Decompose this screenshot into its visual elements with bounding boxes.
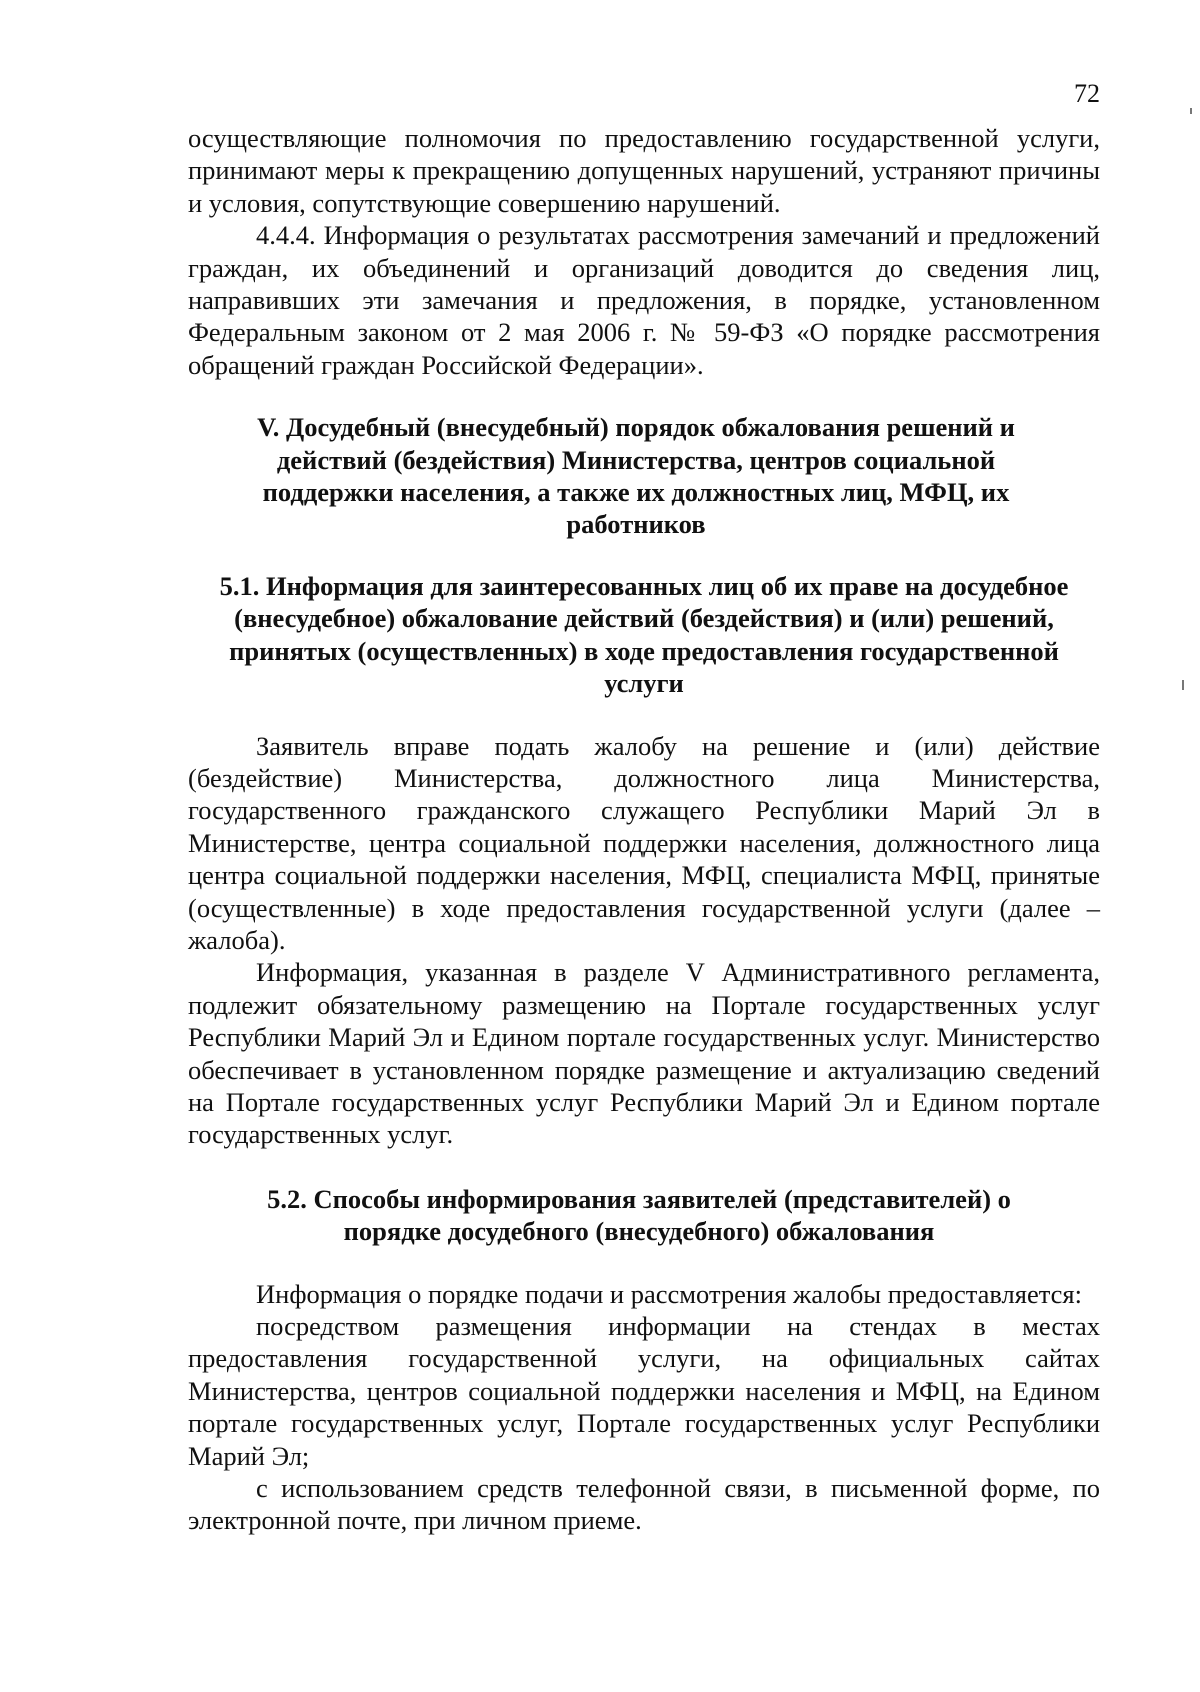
document-body — [188, 122, 1100, 1537]
paragraph-continuation: осуществляющие полномочия по предоставлению государственной услуги, принимают меры к прекращению допущенных нарушений, устраняют причины и условия, сопутствующие совершению нарушений. — [188, 123, 1100, 218]
section-5-2-heading: 5.2. Способы информирования заявителей (представителей) о порядке досудебного (внесудебного) обжалования — [267, 1183, 1011, 1247]
section-5-1-paragraph-1: Заявитель вправе подать жалобу на решение и (или) действие (бездействие) Министерства, должностного лица Министерства, государственного гражданского служащего Республики Марий Эл в Министерстве, центра социальной поддержки населения, должностного лица центра социальной поддержки населения, МФЦ, специалиста МФЦ, принятые (осуществленные) в ходе предоставления государственной услуги (далее – жалоба). — [188, 730, 1100, 955]
section-5-2-paragraph-2: посредством размещения информации на стендах в местах предоставления государственной услуги, на официальных сайтах Министерства, центров социальной поддержки населения и МФЦ, на Едином портале государственных услуг, Портале государственных услуг Республики Марий Эл; — [188, 1311, 1100, 1471]
scan-mark — [1182, 680, 1184, 690]
section-5-1-heading: 5.1. Информация для заинтересованных лиц об их праве на досудебное (внесудебное) обжалование действий (бездействия) и (или) решений, принятых (осуществленных) в ходе предоставления государственной услуги — [219, 570, 1069, 699]
chapter-v-heading: V. Досудебный (внесудебный) порядок обжалования решений и действий (бездействия) Министерства, центров социальной поддержки населения, а также их должностных лиц, МФЦ, их работников — [257, 412, 1015, 540]
section-5-1-paragraph-2: Информация, указанная в разделе V Административного регламента, подлежит обязательному размещению на Портале государственных услуг Республики Марий Эл и Едином портале государственных услуг. Министерство обеспечивает в установленном порядке размещение и актуализацию сведений на Портале государственных услуг Республики Марий Эл и Едином портале государственных услуг. — [188, 957, 1100, 1150]
section-5-2-paragraph-3: с использованием средств телефонной связи, в письменной форме, по электронной почте, при личном приеме. — [188, 1473, 1100, 1536]
paragraph-4-4-4: 4.4.4. Информация о результатах рассмотрения замечаний и предложений граждан, их объединений и организаций доводится до сведения лиц, направивших эти замечания и предложения, в порядке, установленном Федеральным законом от 2 мая 2006 г. № 59-ФЗ «О порядке рассмотрения обращений граждан Российской Федерации». — [188, 220, 1100, 380]
page-number: 72 — [1074, 79, 1100, 108]
scan-mark — [1190, 108, 1192, 114]
section-5-2-paragraph-1: Информация о порядке подачи и рассмотрения жалобы предоставляется: — [256, 1278, 1082, 1309]
